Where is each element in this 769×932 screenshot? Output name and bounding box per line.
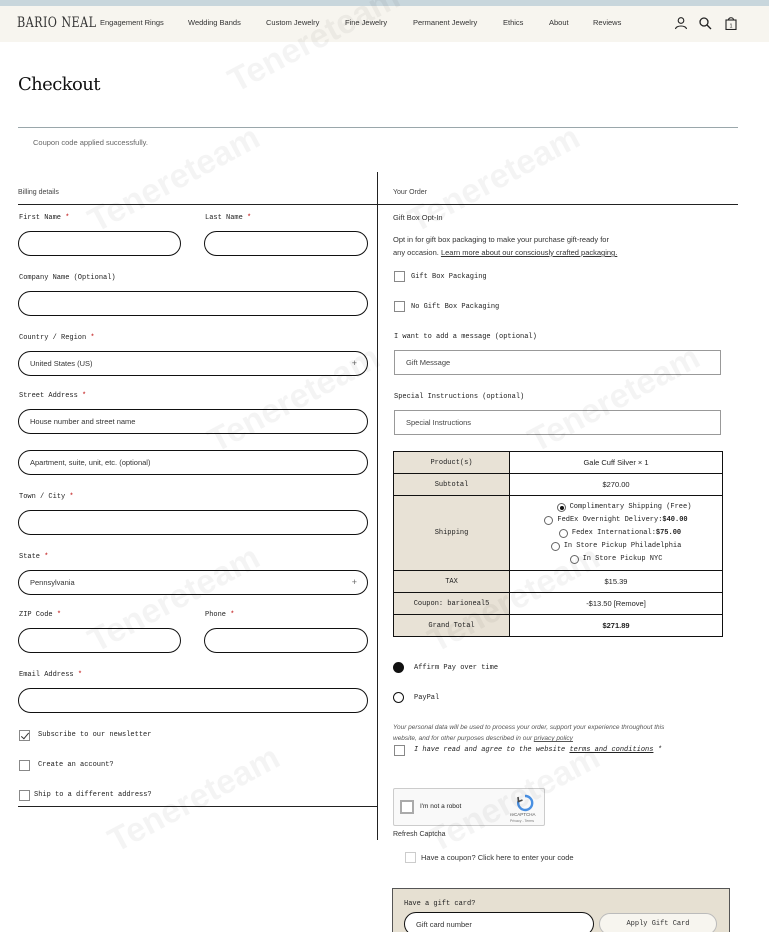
gift-card-title: Have a gift card? <box>404 900 476 908</box>
radio-button[interactable] <box>557 503 566 512</box>
nav-engagement-rings[interactable]: Engagement Rings <box>100 18 164 27</box>
radio-button[interactable] <box>559 529 568 538</box>
coupon-toggle-icon <box>405 852 416 863</box>
shipping-option[interactable]: Fedex International: $75.00 <box>510 527 722 540</box>
order-summary-table <box>393 451 723 637</box>
watermark <box>402 118 587 241</box>
state-select[interactable]: Pennsylvania + <box>18 570 368 595</box>
radio-button[interactable] <box>544 516 553 525</box>
have-coupon-link[interactable]: Have a coupon? Click here to enter your code <box>421 853 574 862</box>
page-title: Checkout <box>18 74 100 95</box>
recaptcha-checkbox[interactable] <box>400 800 414 814</box>
cart-icon[interactable] <box>724 16 738 30</box>
watermark <box>102 738 287 861</box>
phone-field[interactable] <box>204 628 368 653</box>
table-row <box>394 615 723 637</box>
title-divider <box>18 127 738 128</box>
packaging-link[interactable]: Learn more about our consciously crafted packaging. <box>440 248 618 257</box>
recaptcha-widget <box>393 788 545 826</box>
site-header <box>0 6 769 42</box>
message-label: I want to add a message (optional) <box>394 333 537 341</box>
table-row <box>394 593 723 615</box>
ship-different-checkbox[interactable] <box>19 790 30 801</box>
search-icon[interactable] <box>698 16 712 30</box>
company-field[interactable] <box>18 291 368 316</box>
column-divider <box>377 172 378 840</box>
cart-count: 1 <box>729 23 733 30</box>
nav-wedding-bands[interactable]: Wedding Bands <box>188 18 241 27</box>
shipping-option[interactable]: Complimentary Shipping (Free) <box>510 501 722 514</box>
subtotal-header: Subtotal <box>394 474 510 496</box>
terms-label: I have read and agree to the website terms and conditions * <box>414 746 662 754</box>
billing-divider <box>18 204 378 205</box>
recaptcha-links[interactable]: Privacy - Terms <box>510 819 535 823</box>
recaptcha-icon <box>516 794 534 812</box>
giftbox-description-2: any occasion. Learn more about our consciously crafted packaging. <box>393 248 618 257</box>
billing-bottom-divider <box>18 806 378 807</box>
street-field[interactable]: House number and street name <box>18 409 368 434</box>
last-name-label: Last Name * <box>205 214 252 222</box>
terms-checkbox[interactable] <box>394 745 405 756</box>
country-label: Country / Region * <box>19 334 95 342</box>
watermark <box>82 118 267 241</box>
affirm-label: Affirm Pay over time <box>414 664 499 672</box>
radio-button[interactable] <box>551 542 560 551</box>
apartment-field[interactable]: Apartment, suite, unit, etc. (optional) <box>18 450 368 475</box>
coupon-value[interactable]: -$13.50 [Remove] <box>510 593 723 615</box>
zip-field[interactable] <box>18 628 181 653</box>
shipping-option[interactable]: FedEx Overnight Delivery: $40.00 <box>510 514 722 527</box>
privacy-text-2: website, and for other purposes described in our privacy policy <box>393 735 573 742</box>
radio-button[interactable] <box>570 555 579 564</box>
instructions-label: Special Instructions (optional) <box>394 393 525 401</box>
company-label: Company Name (Optional) <box>19 274 116 282</box>
site-logo[interactable]: BARIO NEAL <box>17 15 97 31</box>
table-row <box>394 474 723 496</box>
privacy-text: Your personal data will be used to process your order, support your experience throughout this <box>393 724 665 731</box>
paypal-radio[interactable] <box>393 692 404 703</box>
create-account-label: Create an account? <box>38 761 114 769</box>
create-account-checkbox[interactable] <box>19 760 30 771</box>
email-field[interactable] <box>18 688 368 713</box>
shipping-options <box>510 496 723 571</box>
shipping-option[interactable]: In Store Pickup Philadelphia <box>510 540 722 553</box>
coupon-header: Coupon: barioneal5 <box>394 593 510 615</box>
giftbox-description: Opt in for gift box packaging to make your purchase gift-ready for <box>393 235 609 244</box>
apply-gift-card-button[interactable]: Apply Gift Card <box>599 913 717 932</box>
table-row <box>394 496 723 571</box>
nav-fine-jewelry[interactable]: Fine Jewelry <box>345 18 388 27</box>
total-header: Grand Total <box>394 615 510 637</box>
country-select[interactable]: United States (US) + <box>18 351 368 376</box>
expand-icon: + <box>351 358 357 368</box>
expand-icon: + <box>351 577 357 587</box>
zip-label: ZIP Code * <box>19 611 62 619</box>
order-heading: Your Order <box>393 189 427 196</box>
gift-box-label: Gift Box Packaging <box>411 273 487 281</box>
table-row <box>394 571 723 593</box>
billing-heading: Billing details <box>18 189 59 196</box>
special-instructions-field[interactable]: Special Instructions <box>394 410 721 435</box>
state-label: State * <box>19 553 49 561</box>
first-name-field[interactable] <box>18 231 181 256</box>
gift-card-field[interactable]: Gift card number <box>404 912 594 932</box>
last-name-field[interactable] <box>204 231 368 256</box>
coupon-success-message: Coupon code applied successfully. <box>33 138 148 147</box>
tax-header: TAX <box>394 571 510 593</box>
refresh-captcha-link[interactable]: Refresh Captcha <box>393 831 446 838</box>
privacy-policy-link[interactable]: privacy policy <box>533 735 573 742</box>
nav-reviews[interactable]: Reviews <box>593 18 622 27</box>
phone-label: Phone * <box>205 611 235 619</box>
street-label: Street Address * <box>19 392 87 400</box>
product-header: Product(s) <box>394 452 510 474</box>
terms-link[interactable]: terms and conditions <box>569 746 654 754</box>
ship-different-label: Ship to a different address? <box>34 791 152 799</box>
gift-box-checkbox[interactable] <box>394 271 405 282</box>
city-label: Town / City * <box>19 493 74 501</box>
email-label: Email Address * <box>19 671 83 679</box>
order-divider <box>377 204 738 205</box>
gift-message-field[interactable]: Gift Message <box>394 350 721 375</box>
giftbox-title: Gift Box Opt-In <box>393 213 443 222</box>
account-icon[interactable] <box>674 16 688 30</box>
recaptcha-brand: reCAPTCHA <box>510 812 536 817</box>
tax-value: $15.39 <box>510 571 723 593</box>
subtotal-value: $270.00 <box>510 474 723 496</box>
no-gift-box-label: No Gift Box Packaging <box>411 303 500 311</box>
city-field[interactable] <box>18 510 368 535</box>
first-name-label: First Name * <box>19 214 70 222</box>
newsletter-checkbox[interactable] <box>19 730 30 741</box>
no-gift-box-checkbox[interactable] <box>394 301 405 312</box>
affirm-radio[interactable] <box>393 662 404 673</box>
gift-card-panel <box>392 888 730 932</box>
table-row <box>394 452 723 474</box>
nav-custom-jewelry[interactable]: Custom Jewelry <box>266 18 320 27</box>
total-value: $271.89 <box>510 615 723 637</box>
shipping-header: Shipping <box>394 496 510 571</box>
nav-about[interactable]: About <box>549 18 569 27</box>
recaptcha-label: I'm not a robot <box>420 803 462 810</box>
nav-ethics[interactable]: Ethics <box>503 18 524 27</box>
newsletter-label: Subscribe to our newsletter <box>38 731 152 739</box>
nav-permanent-jewelry[interactable]: Permanent Jewelry <box>413 18 478 27</box>
shipping-option[interactable]: In Store Pickup NYC <box>510 553 722 566</box>
paypal-label: PayPal <box>414 694 440 702</box>
product-value: Gale Cuff Silver × 1 <box>510 452 723 474</box>
